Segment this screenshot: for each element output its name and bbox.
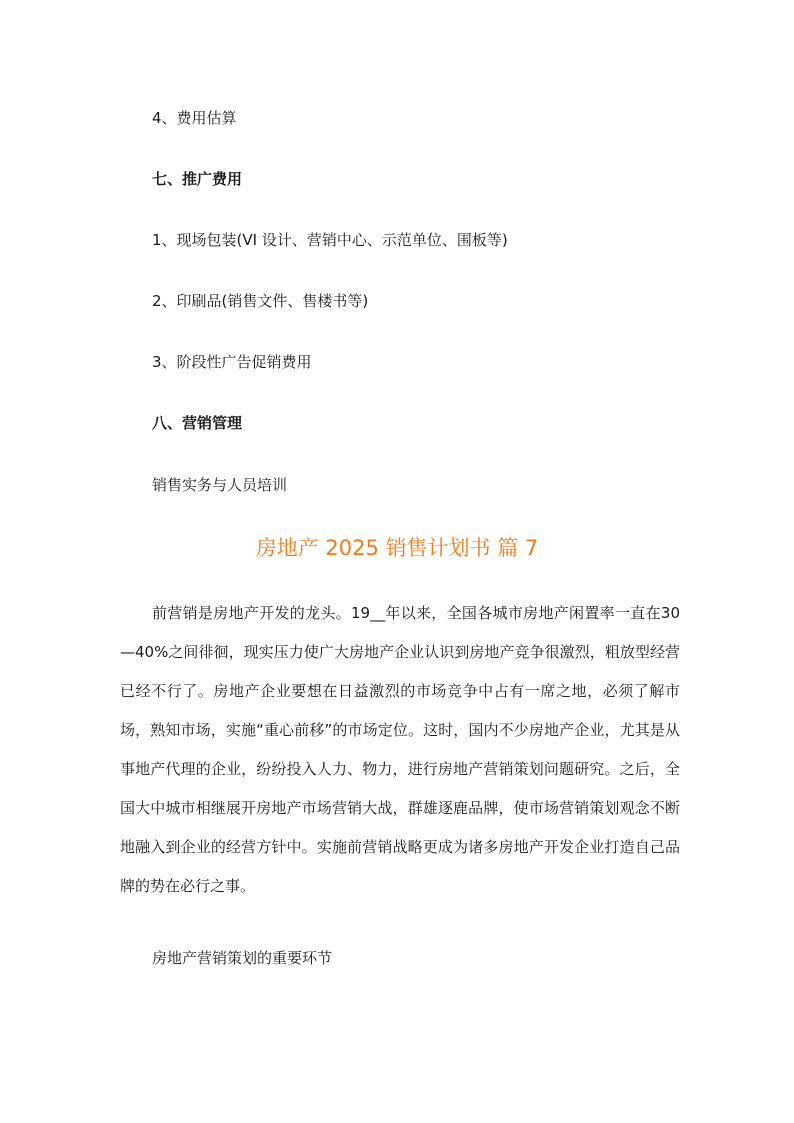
heading-promotion-cost: 七、推广费用 [152, 170, 243, 188]
heading-marketing-management: 八、营销管理 [152, 414, 243, 432]
text-important-links: 房地产营销策划的重要环节 [152, 949, 333, 967]
text-sales-training: 销售实务与人员培训 [152, 476, 288, 494]
list-item-promotion-fee: 3、阶段性广告促销费用 [152, 353, 312, 371]
list-item-printed-matter: 2、印刷品(销售文件、售楼书等) [152, 292, 369, 310]
body-paragraph: 前营销是房地产开发的龙头。19__年以来，全国各城市房地产闲置率一直在30—40%之间徘徊，现实压力使广大房地产企业认识到房地产竞争很激烈，粗放型经营已经不行了。房地产企业要想在日益激烈的市场竞争中占有一席之地，必须了解市场，熟知市场，实施“重心前移”的市场定位。这时，国内不少房地产企业，尤其是从事地产代理的企业，纷纷投入人力、物力，进行房地产营销策划问题研究。之后，全国大中城市相继展开房地产市场营销大战，群雄逐鹿品牌，使市场营销策划观念不断地融入到企业的经营方针中。实施前营销战略更成为诸多房地产开发企业打造自己品牌的势在必行之事。 [120, 604, 680, 895]
section-title: 房地产 2025 销售计划书 篇 7 [255, 536, 539, 560]
list-item-cost-estimate: 4、费用估算 [152, 109, 237, 127]
list-item-site-packaging: 1、现场包装(VI 设计、营销中心、示范单位、围板等) [152, 231, 508, 249]
